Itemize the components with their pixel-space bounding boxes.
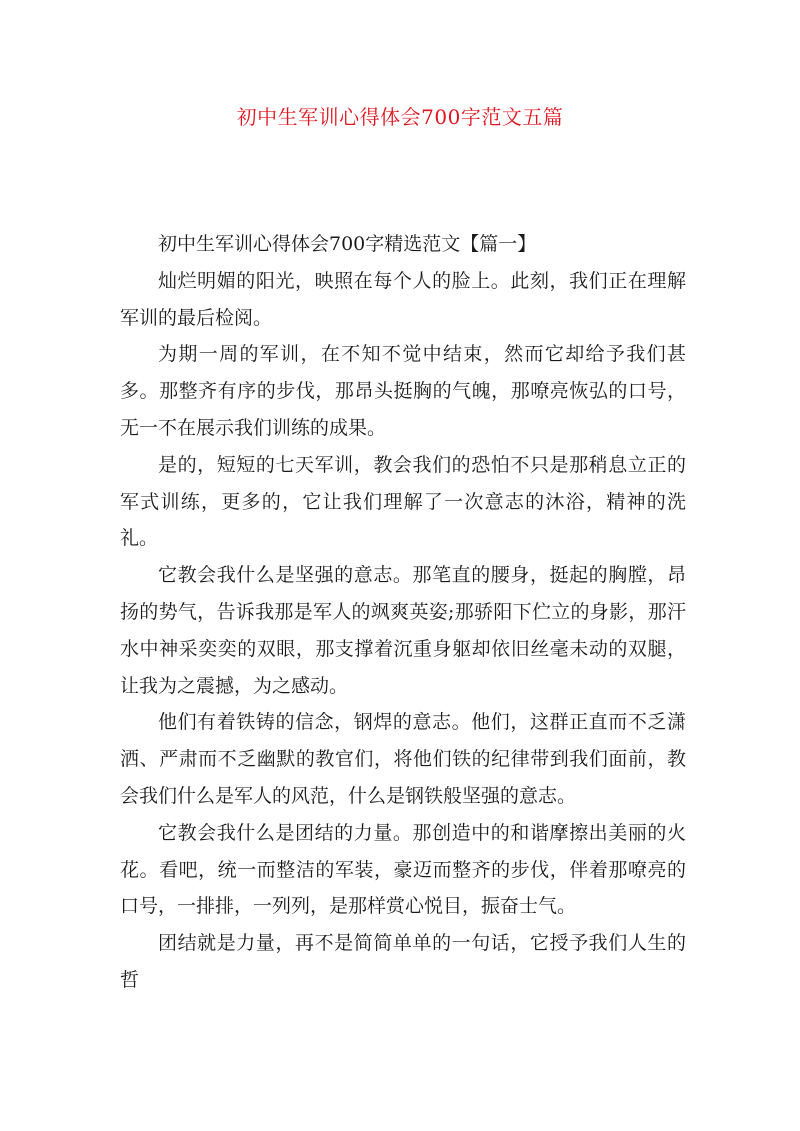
document-title: 初中生军训心得体会700字范文五篇 xyxy=(236,105,564,129)
section-heading: 初中生军训心得体会700字精选范文【篇一】 xyxy=(158,233,537,255)
paragraph: 它教会我什么是团结的力量。那创造中的和谐摩擦出美丽的火花。看吧，统一而整洁的军装，豪迈而整齐的步伐，伴着那嘹亮的口号，一排排，一列列，是那样赏心悦目，振奋士气。 xyxy=(120,821,686,918)
paragraph: 团结就是力量，再不是简简单单的一句话，它授予我们人生的哲 xyxy=(120,932,686,991)
document-body xyxy=(120,226,686,999)
paragraph: 它教会我什么是坚强的意志。那笔直的腰身，挺起的胸膛，昂扬的势气，告诉我那是军人的飒爽英姿;那骄阳下伫立的身影，那汗水中神采奕奕的双眼，那支撑着沉重身躯却依旧丝毫未动的双腿，让我为之震撼，为之感动。 xyxy=(120,564,686,697)
paragraph: 为期一周的军训，在不知不觉中结束，然而它却给予我们甚多。那整齐有序的步伐，那昂头挺胸的气魄，那嘹亮恢弘的口号，无一不在展示我们训练的成果。 xyxy=(120,343,686,439)
paragraph: 是的，短短的七天军训，教会我们的恐怕不只是那稍息立正的军式训练，更多的，它让我们理解了一次意志的沐浴，精神的洗礼。 xyxy=(120,453,686,550)
paragraph: 灿烂明媚的阳光，映照在每个人的脸上。此刻，我们正在理解军训的最后检阅。 xyxy=(120,269,686,329)
paragraph: 他们有着铁铸的信念，钢焊的意志。他们，这群正直而不乏潇洒、严肃而不乏幽默的教官们，将他们铁的纪律带到我们面前，教会我们什么是军人的风范，什么是钢铁般坚强的意志。 xyxy=(120,711,686,807)
